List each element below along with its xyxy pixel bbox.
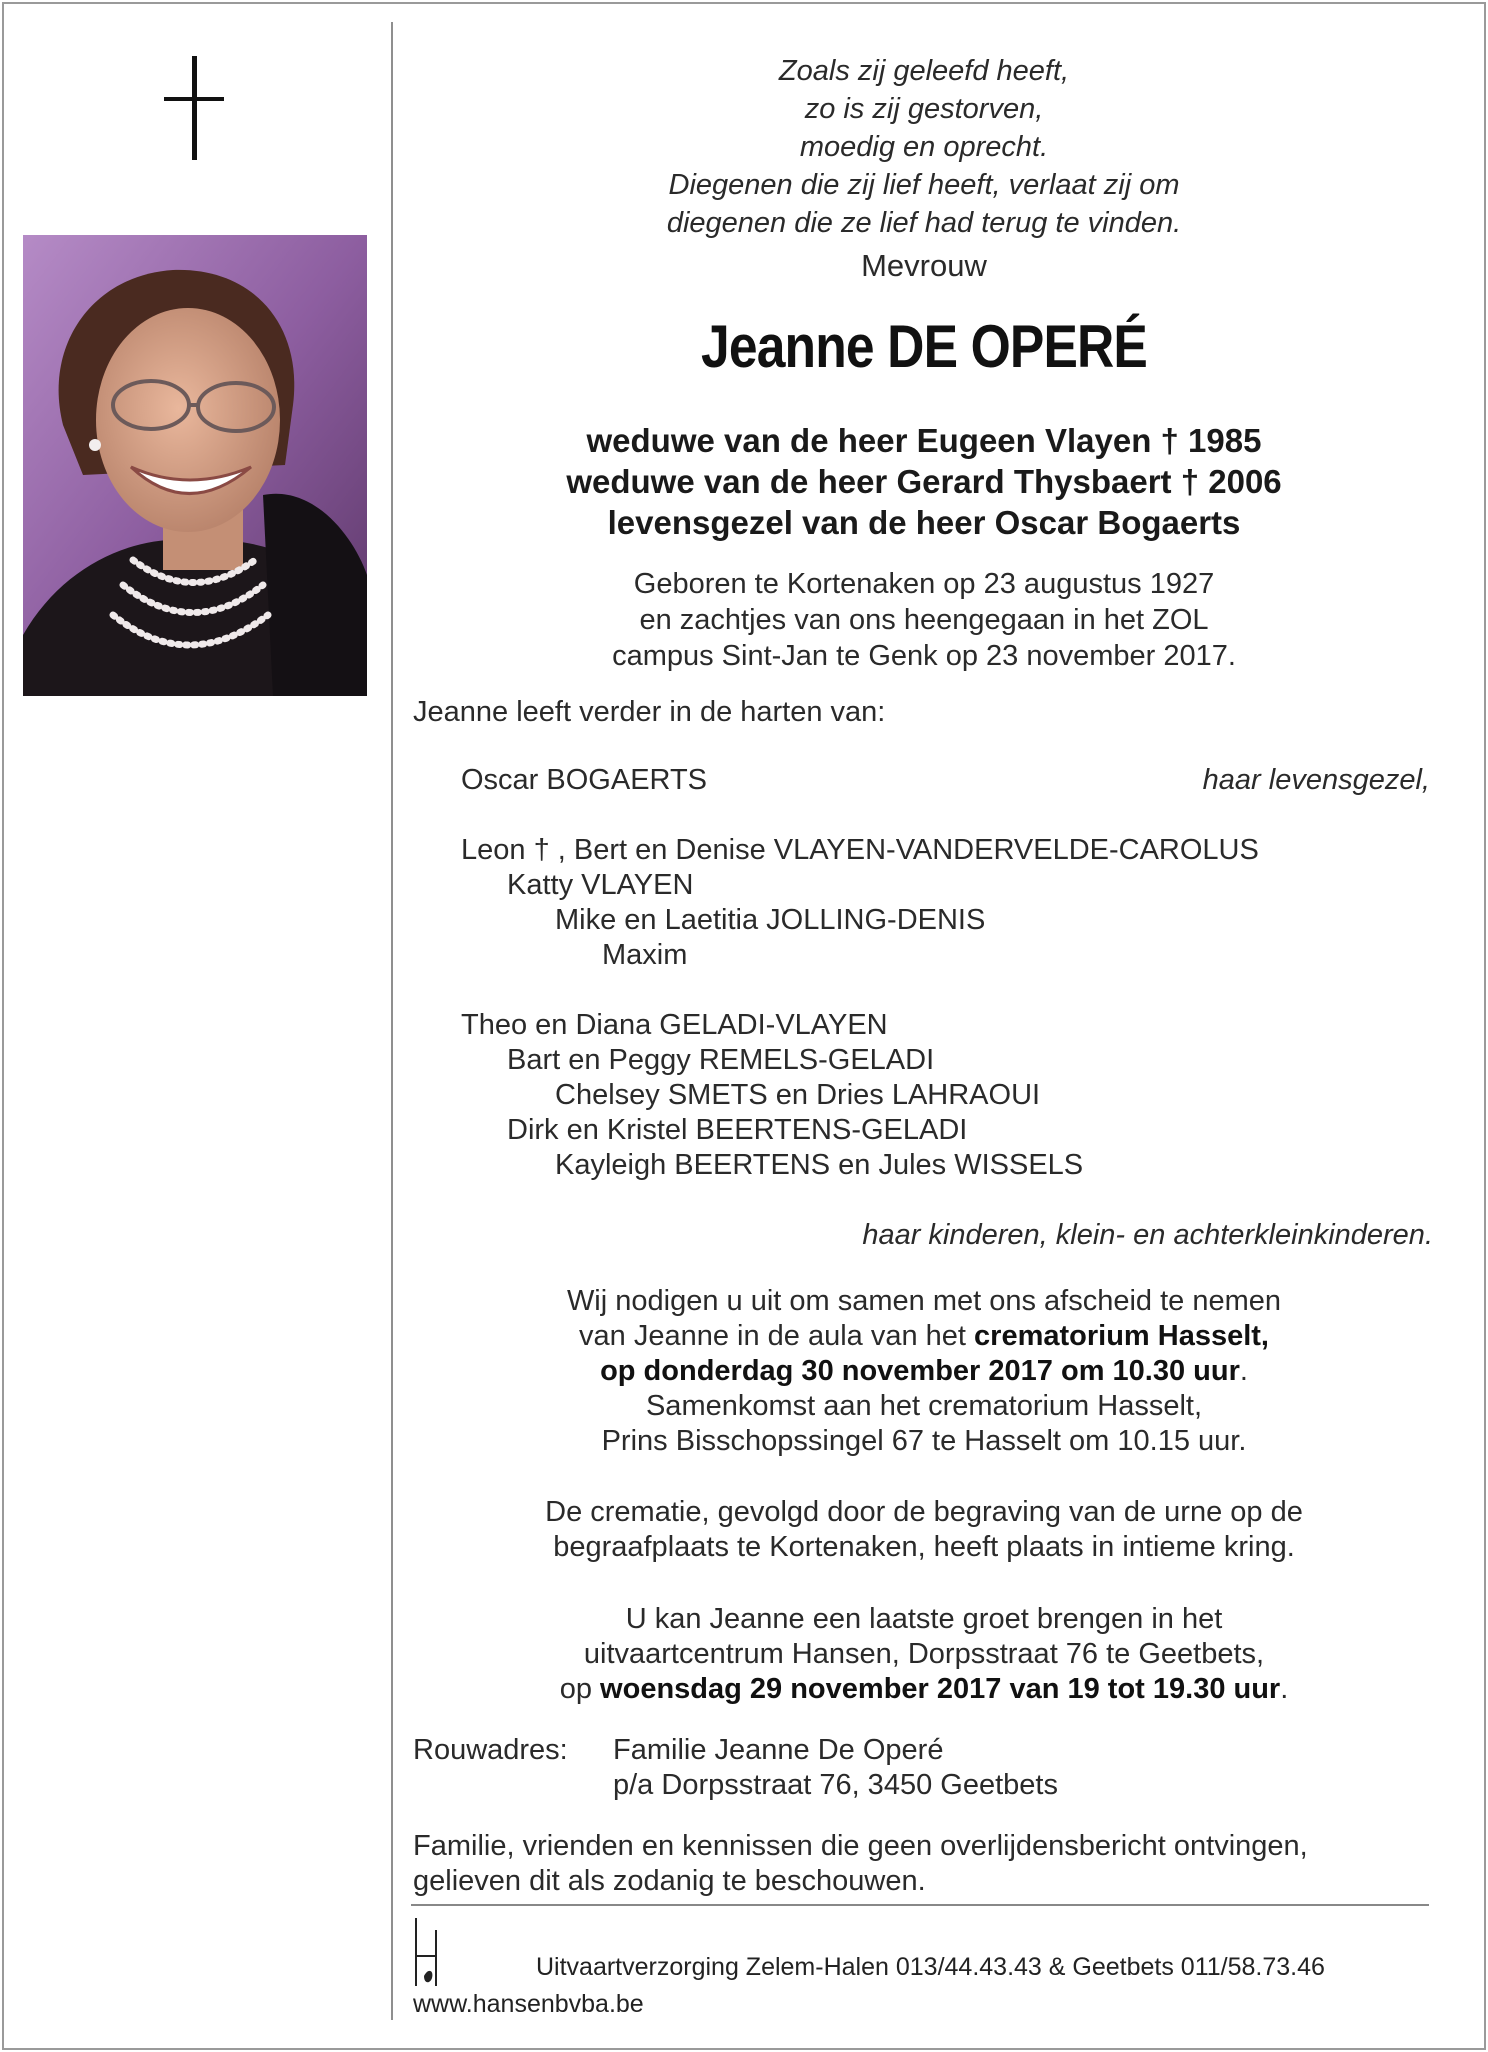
invitation-line: van Jeanne in de aula van het crematorium Hasselt, bbox=[579, 1320, 1269, 1352]
poem bbox=[392, 52, 1456, 242]
cremation-line: begraafplaats te Kortenaken, heeft plaats in intieme kring. bbox=[553, 1531, 1295, 1563]
family-line: Kayleigh BEERTENS en Jules WISSELS bbox=[555, 1149, 1084, 1181]
relation-line: levensgezel van de heer Oscar Bogaerts bbox=[607, 504, 1241, 541]
portrait-photo bbox=[23, 235, 367, 696]
vertical-divider bbox=[391, 22, 393, 2020]
poem-line: Diegenen die zij lief heeft, verlaat zij om bbox=[668, 169, 1180, 201]
hansen-logo bbox=[412, 1916, 532, 1990]
invitation-line: Wij nodigen u uit om samen met ons afscheid te nemen bbox=[566, 1285, 1282, 1317]
family-line: Dirk en Kristel BEERTENS-GELADI bbox=[507, 1114, 968, 1146]
website-link[interactable]: www.hansenbvba.be bbox=[413, 1990, 644, 2018]
address-line: Familie Jeanne De Operé bbox=[613, 1734, 944, 1766]
family-line: Katty VLAYEN bbox=[507, 869, 694, 901]
deceased-name: Jeanne DE OPERÉ bbox=[701, 313, 1147, 380]
invitation bbox=[392, 1284, 1456, 1459]
cremation-line: De crematie, gevolgd door de begraving van de urne op de bbox=[545, 1496, 1303, 1528]
invitation-line: Samenkomst aan het crematorium Hasselt, bbox=[645, 1390, 1203, 1422]
invitation-line: Prins Bisschopssingel 67 te Hasselt om 10.15 uur. bbox=[601, 1425, 1247, 1457]
birth-line: campus Sint-Jan te Genk op 23 november 2017. bbox=[612, 640, 1236, 672]
notice-line: gelieven dit als zodanig te beschouwen. bbox=[413, 1865, 926, 1897]
birth-death-info bbox=[392, 566, 1456, 674]
family-role: haar kinderen, klein- en achterkleinkinderen. bbox=[862, 1219, 1433, 1251]
address-label: Rouwadres: bbox=[413, 1734, 568, 1766]
survivors-intro: Jeanne leeft verder in de harten van: bbox=[413, 696, 886, 728]
poem-line: zo is zij gestorven, bbox=[804, 93, 1044, 125]
birth-line: en zachtjes van ons heengegaan in het ZOL bbox=[639, 604, 1209, 636]
visit-line: U kan Jeanne een laatste groet brengen in het bbox=[625, 1603, 1223, 1635]
partner-name: Oscar BOGAERTS bbox=[461, 764, 708, 796]
family-line: Theo en Diana GELADI-VLAYEN bbox=[461, 1009, 888, 1041]
birth-line: Geboren te Kortenaken op 23 augustus 1927 bbox=[633, 568, 1215, 600]
cross-icon bbox=[160, 56, 228, 160]
visit-info bbox=[392, 1602, 1456, 1707]
footer-text: Uitvaartverzorging Zelem-Halen 013/44.43.43 & Geetbets 011/58.73.46 bbox=[536, 1953, 1325, 1981]
poem-line: Zoals zij geleefd heeft, bbox=[778, 55, 1070, 87]
relation-line: weduwe van de heer Gerard Thysbaert † 2006 bbox=[566, 463, 1282, 500]
footer-divider bbox=[411, 1904, 1429, 1906]
relations bbox=[392, 420, 1456, 543]
family-line: Leon † , Bert en Denise VLAYEN-VANDERVELDE-CAROLUS bbox=[461, 834, 1259, 866]
cremation-info bbox=[392, 1495, 1456, 1565]
partner-role: haar levensgezel, bbox=[1202, 764, 1430, 796]
poem-line: moedig en oprecht. bbox=[799, 131, 1049, 163]
relation-line: weduwe van de heer Eugeen Vlayen † 1985 bbox=[586, 422, 1262, 459]
family-line: Chelsey SMETS en Dries LAHRAOUI bbox=[555, 1079, 1041, 1111]
salutation: Mevrouw bbox=[861, 248, 987, 283]
invitation-line: op donderdag 30 november 2017 om 10.30 uur. bbox=[600, 1355, 1248, 1387]
notice-line: Familie, vrienden en kennissen die geen overlijdensbericht ontvingen, bbox=[413, 1830, 1308, 1862]
family-line: Mike en Laetitia JOLLING-DENIS bbox=[555, 904, 986, 936]
family-line: Maxim bbox=[602, 939, 688, 971]
poem-line: diegenen die ze lief had terug te vinden. bbox=[666, 207, 1182, 239]
visit-line: uitvaartcentrum Hansen, Dorpsstraat 76 te Geetbets, bbox=[583, 1638, 1265, 1670]
visit-line: op woensdag 29 november 2017 van 19 tot 19.30 uur. bbox=[559, 1673, 1289, 1705]
address-line: p/a Dorpsstraat 76, 3450 Geetbets bbox=[613, 1769, 1058, 1801]
family-line: Bart en Peggy REMELS-GELADI bbox=[507, 1044, 935, 1076]
